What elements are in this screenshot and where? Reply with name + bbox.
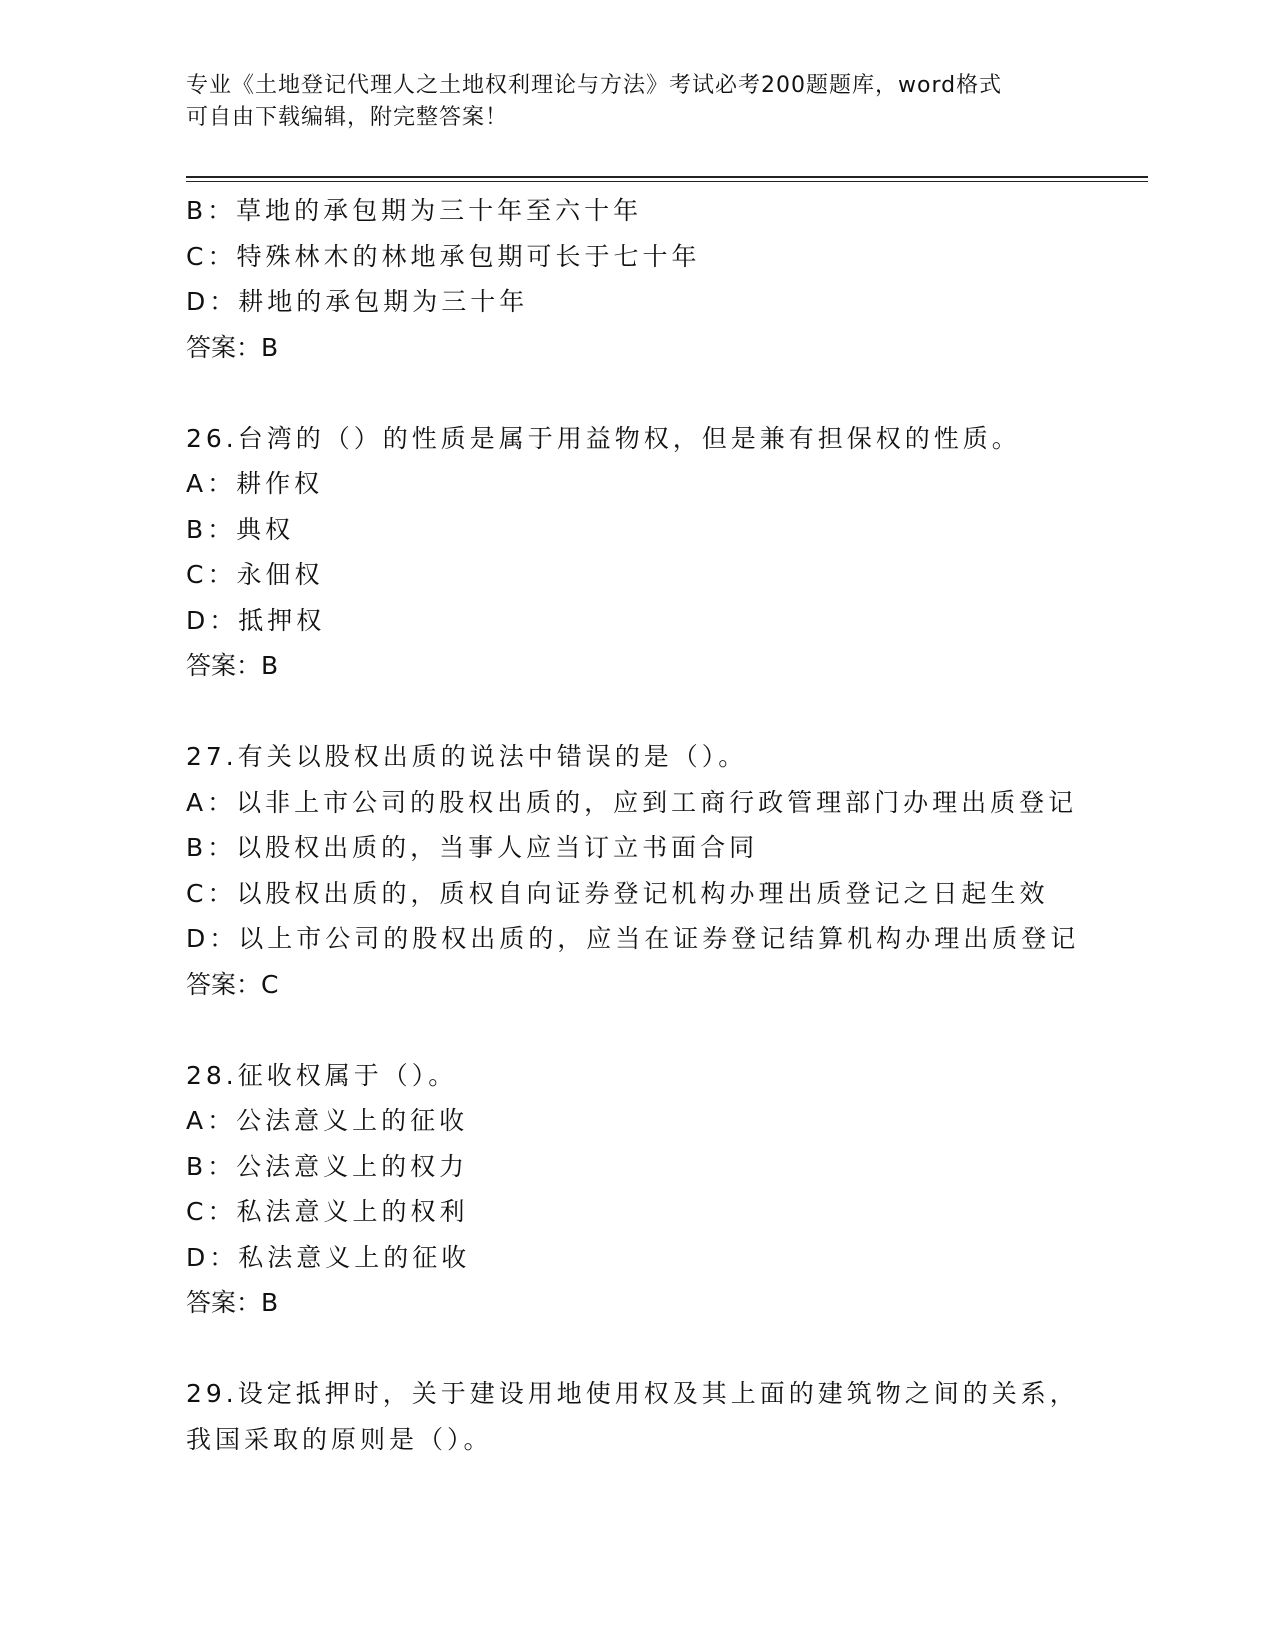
question-text: 27.有关以股权出质的说法中错误的是（）。	[186, 742, 748, 771]
spacer	[186, 1007, 1126, 1053]
answer-line: 答案：C	[186, 969, 279, 999]
option-c: C：永佃权	[186, 560, 324, 589]
spacer	[186, 689, 1126, 735]
option-a: A：耕作权	[186, 469, 324, 498]
option-d: D：抵押权	[186, 605, 326, 635]
option-b: B：公法意义上的权力	[186, 1151, 469, 1181]
option-d: D：以上市公司的股权出质的，应当在证券登记结算机构办理出质登记	[186, 924, 1080, 953]
question-text-line-2: 我国采取的原则是（）。	[186, 1424, 493, 1454]
question-text: 26.台湾的（）的性质是属于用益物权，但是兼有担保权的性质。	[186, 423, 1021, 453]
option-b: B：典权	[186, 514, 295, 544]
answer-line: 答案：B	[186, 651, 279, 680]
option-b: B：以股权出质的，当事人应当订立书面合同	[186, 833, 759, 862]
option-d: D：耕地的承包期为三十年	[186, 287, 529, 316]
option-d: D：私法意义上的征收	[186, 1242, 471, 1272]
answer-line: 答案：B	[186, 1288, 279, 1317]
question-block-25	[186, 188, 1126, 370]
spacer	[186, 1326, 1126, 1372]
header-divider-thick	[186, 176, 1148, 178]
header-divider-thin	[186, 181, 1148, 182]
option-c: C：以股权出质的，质权自向证券登记机构办理出质登记之日起生效	[186, 878, 1049, 908]
option-a: A：以非上市公司的股权出质的，应到工商行政管理部门办理出质登记	[186, 787, 1078, 817]
option-c: C：私法意义上的权利	[186, 1197, 469, 1226]
header-line-1: 专业《土地登记代理人之土地权利理论与方法》考试必考200题题库，word格式	[186, 73, 1003, 98]
document-header	[186, 70, 1066, 134]
option-b: B：草地的承包期为三十年至六十年	[186, 196, 643, 225]
option-c: C：特殊林木的林地承包期可长于七十年	[186, 241, 701, 271]
question-block-29	[186, 1371, 1126, 1462]
option-a: A：公法意义上的征收	[186, 1106, 469, 1135]
question-text: 28.征收权属于（）。	[186, 1060, 458, 1090]
question-block-28	[186, 1053, 1126, 1326]
header-line-2: 可自由下载编辑，附完整答案！	[186, 105, 509, 130]
spacer	[186, 370, 1126, 416]
question-block-26	[186, 416, 1126, 689]
question-list	[186, 188, 1126, 1462]
question-text-line-1: 29.设定抵押时，关于建设用地使用权及其上面的建筑物之间的关系，	[186, 1379, 1079, 1408]
answer-line: 答案：B	[186, 332, 279, 362]
question-block-27	[186, 734, 1126, 1007]
